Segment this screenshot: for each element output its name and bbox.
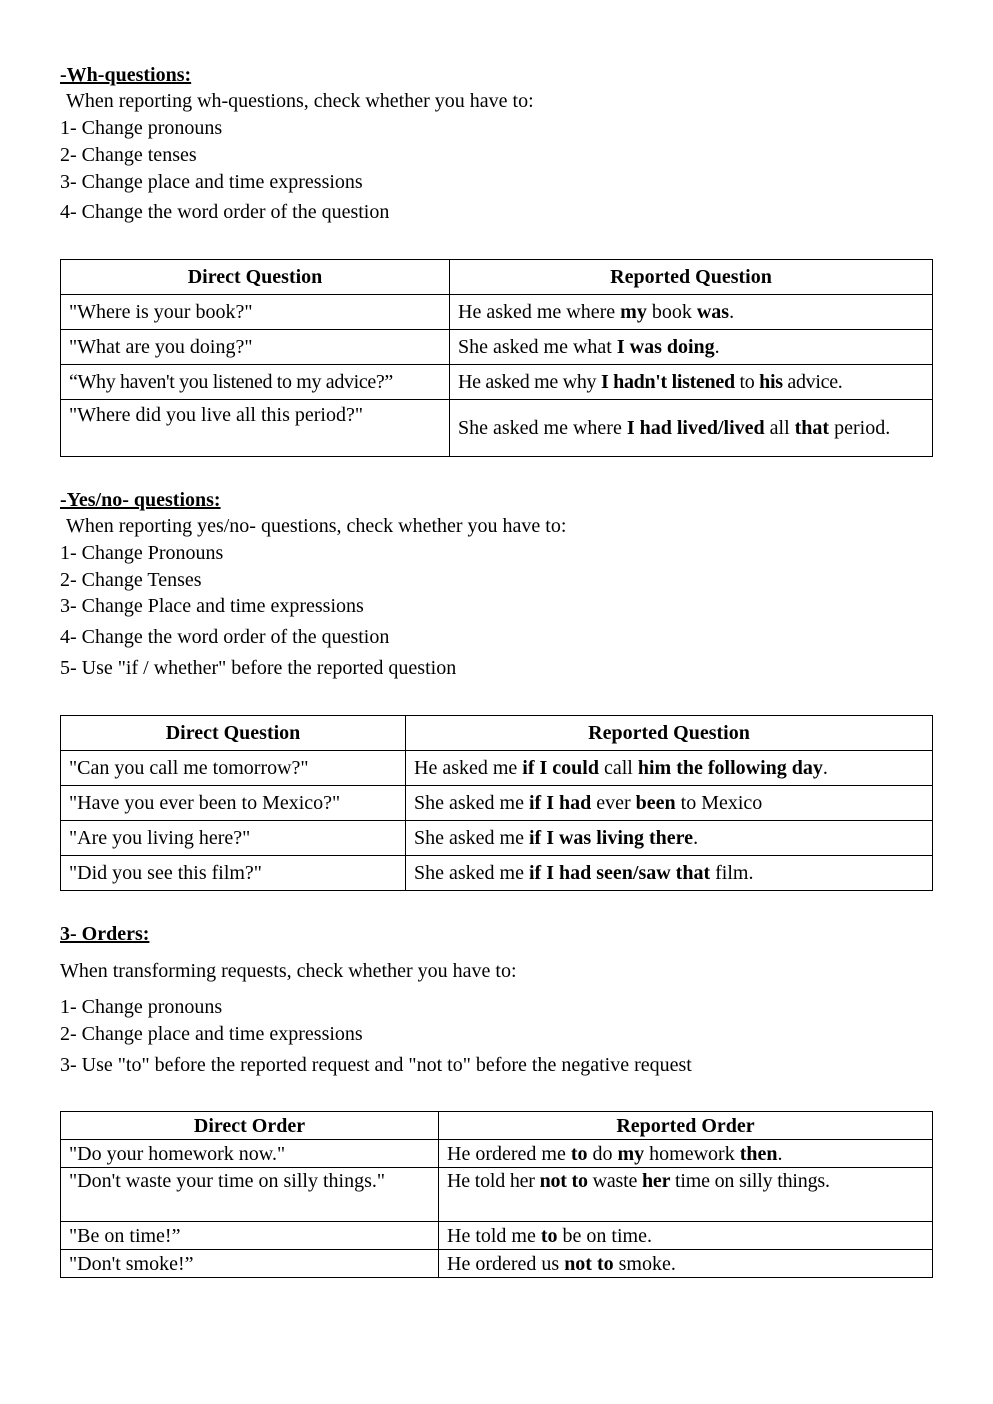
yesno-step: 2- Change Tenses — [60, 569, 202, 591]
reported-cell — [450, 400, 933, 457]
emphasis-text: her — [641, 1170, 671, 1192]
emphasis-text: I had lived/lived — [626, 417, 765, 439]
direct-cell: "Have you ever been to Mexico?" — [61, 786, 406, 821]
orders-step: 3- Use "to" before the reported request and "not to" before the negative request — [60, 1054, 692, 1076]
table-row — [61, 330, 933, 365]
emphasis-text: not to — [539, 1170, 588, 1192]
reported-cell — [406, 786, 933, 821]
column-header: Reported Question — [450, 260, 933, 295]
text-segment: call — [598, 756, 638, 779]
column-header: Reported Question — [406, 716, 933, 751]
text-segment: film. — [710, 861, 754, 884]
table-header-row — [61, 716, 933, 751]
text-segment: book — [646, 300, 697, 323]
yesno-questions-table — [60, 715, 933, 891]
emphasis-text: my — [617, 1142, 645, 1165]
yesno-intro: When reporting yes/no- questions, check whether you have to: — [66, 515, 567, 537]
reported-cell — [406, 751, 933, 786]
emphasis-text: that — [794, 417, 830, 439]
reported-cell — [439, 1222, 933, 1250]
emphasis-text: to — [570, 1142, 588, 1165]
emphasis-text: his — [759, 370, 783, 393]
wh-step: 3- Change place and time expressions — [60, 171, 363, 193]
reported-cell — [450, 365, 933, 400]
text-segment: do — [587, 1142, 618, 1165]
reported-cell — [406, 856, 933, 891]
wh-section-title: -Wh-questions: — [60, 64, 192, 86]
text-segment: He asked me — [414, 756, 523, 779]
text-segment: be on time. — [557, 1224, 652, 1247]
text-segment: He told me — [447, 1224, 541, 1247]
table-row — [61, 786, 933, 821]
reported-cell — [439, 1168, 933, 1222]
wh-step: 4- Change the word order of the question — [60, 201, 390, 223]
text-segment: She asked me — [414, 791, 529, 814]
orders-section-title: 3- Orders: — [60, 923, 150, 945]
yesno-section-title: -Yes/no- questions: — [60, 489, 221, 511]
text-segment: She asked me — [414, 826, 529, 849]
direct-cell: "Be on time!” — [61, 1222, 439, 1250]
wh-intro: When reporting wh-questions, check whether you have to: — [66, 90, 534, 112]
text-segment: smoke. — [613, 1252, 676, 1275]
emphasis-text: if I was living there — [528, 826, 694, 849]
direct-cell: "Can you call me tomorrow?" — [61, 751, 406, 786]
table-row — [61, 751, 933, 786]
text-segment: period. — [829, 417, 891, 439]
direct-cell: "Did you see this film?" — [61, 856, 406, 891]
text-segment: He asked me where — [458, 300, 621, 323]
emphasis-text: if I had seen/saw that — [528, 861, 711, 884]
orders-table — [60, 1111, 933, 1278]
emphasis-text: I was doing — [616, 335, 715, 358]
text-segment: time on silly things. — [670, 1170, 830, 1192]
emphasis-text: been — [635, 791, 676, 814]
emphasis-text: was — [696, 300, 730, 323]
text-segment: . — [693, 826, 699, 849]
emphasis-text: not to — [564, 1252, 614, 1275]
table-header-row — [61, 1112, 933, 1140]
emphasis-text: if I could — [522, 756, 599, 779]
text-segment: waste — [587, 1170, 642, 1192]
direct-cell: "Do your homework now." — [61, 1140, 439, 1168]
wh-step: 2- Change tenses — [60, 144, 197, 166]
orders-step: 2- Change place and time expressions — [60, 1023, 363, 1045]
text-segment: . — [777, 1142, 783, 1165]
direct-cell: "What are you doing?" — [61, 330, 450, 365]
column-header: Reported Order — [439, 1112, 933, 1140]
reported-cell — [406, 821, 933, 856]
reported-cell — [450, 330, 933, 365]
direct-cell: "Where did you live all this period?" — [61, 400, 450, 457]
emphasis-text: then — [739, 1142, 778, 1165]
direct-cell: "Don't smoke!” — [61, 1250, 439, 1278]
reported-cell — [439, 1140, 933, 1168]
yesno-step: 3- Change Place and time expressions — [60, 595, 364, 617]
table-row — [61, 1140, 933, 1168]
table-row — [61, 400, 933, 457]
emphasis-text: my — [620, 300, 647, 323]
text-segment: homework — [644, 1142, 740, 1165]
emphasis-text: him the following day — [637, 756, 823, 779]
orders-intro: When transforming requests, check whether you have to: — [60, 960, 517, 982]
text-segment: She asked me what — [458, 335, 617, 358]
text-segment: He asked me why — [458, 370, 601, 393]
direct-cell: "Are you living here?" — [61, 821, 406, 856]
column-header: Direct Question — [61, 260, 450, 295]
emphasis-text: if I had — [528, 791, 592, 814]
reported-cell — [450, 295, 933, 330]
table-row — [61, 1168, 933, 1222]
text-segment: She asked me where — [458, 417, 627, 439]
yesno-step: 4- Change the word order of the question — [60, 626, 390, 648]
text-segment: to — [734, 370, 760, 393]
text-segment: ever — [591, 791, 636, 814]
text-segment: . — [822, 756, 828, 779]
reported-cell — [439, 1250, 933, 1278]
column-header: Direct Question — [61, 716, 406, 751]
table-row — [61, 1222, 933, 1250]
yesno-step: 5- Use "if / whether" before the reported question — [60, 657, 457, 679]
text-segment: advice. — [782, 370, 843, 393]
text-segment: She asked me — [414, 861, 529, 884]
direct-cell: "Don't waste your time on silly things." — [61, 1168, 439, 1222]
table-row — [61, 1250, 933, 1278]
table-row — [61, 295, 933, 330]
direct-cell: "Where is your book?" — [61, 295, 450, 330]
text-segment: . — [729, 300, 735, 323]
text-segment: He ordered me — [447, 1142, 571, 1165]
text-segment: all — [764, 417, 795, 439]
direct-cell: “Why haven't you listened to my advice?” — [61, 365, 450, 400]
table-row — [61, 365, 933, 400]
table-row — [61, 821, 933, 856]
text-segment: . — [714, 335, 720, 358]
column-header: Direct Order — [61, 1112, 439, 1140]
emphasis-text: I hadn't listened — [600, 370, 735, 393]
wh-questions-table — [60, 259, 933, 457]
orders-step: 1- Change pronouns — [60, 996, 223, 1018]
table-row — [61, 856, 933, 891]
text-segment: He told her — [447, 1170, 540, 1192]
emphasis-text: to — [540, 1224, 558, 1247]
text-segment: He ordered us — [447, 1252, 565, 1275]
wh-step: 1- Change pronouns — [60, 117, 223, 139]
text-segment: to Mexico — [675, 791, 763, 814]
table-header-row — [61, 260, 933, 295]
yesno-step: 1- Change Pronouns — [60, 542, 224, 564]
